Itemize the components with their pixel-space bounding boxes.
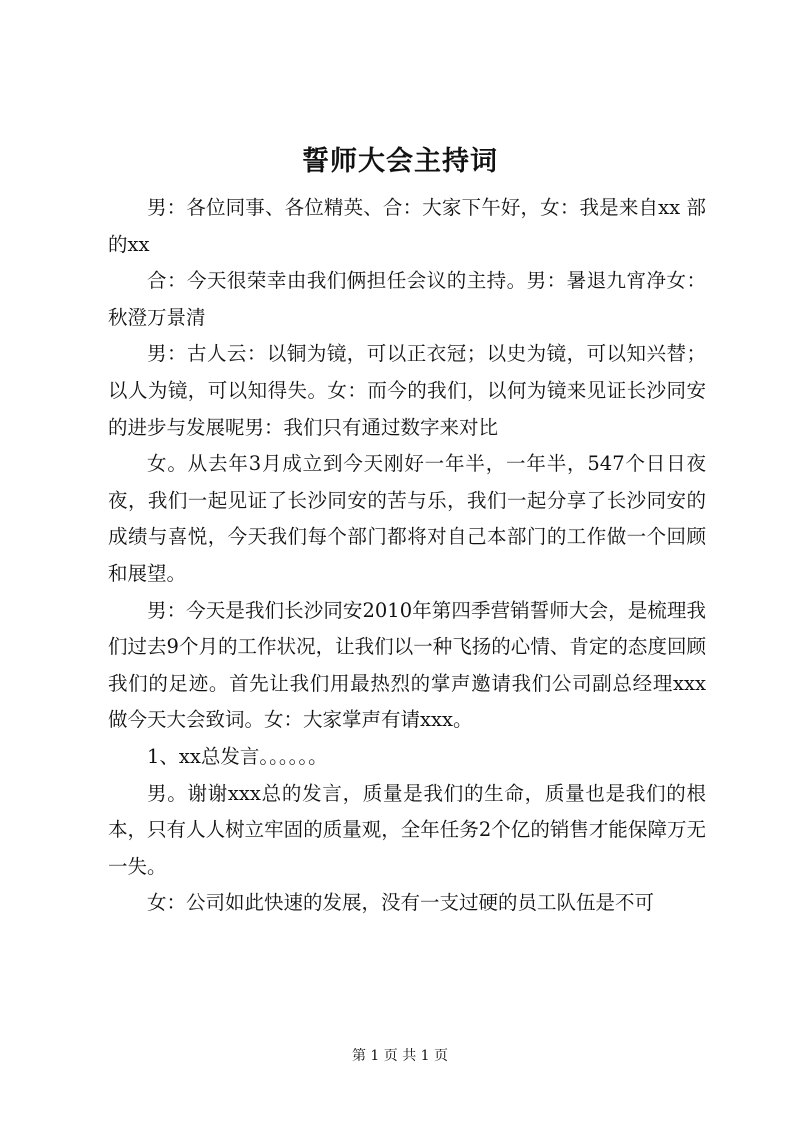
paragraph: 女。从去年3月成立到今天刚好一年半，一年半，547个日日夜夜，我们一起见证了长沙同安的苦与乐，我们一起分享了长沙同安的成绩与喜悦，今天我们每个部门都将对自己本部门的工作做一个回顾和展望。 xyxy=(108,452,706,585)
document-body xyxy=(108,190,706,922)
paragraph: 男：各位同事、各位精英、合：大家下午好，女：我是来自xx 部的xx xyxy=(108,196,706,256)
document-title: 誓师大会主持词 xyxy=(302,146,498,177)
paragraph: 1、xx总发言。。。。。。 xyxy=(147,744,328,768)
paragraph: 女：公司如此快速的发展，没有一支过硬的员工队伍是不可 xyxy=(147,891,655,915)
paragraph: 男。谢谢xxx总的发言，质量是我们的生命，质量也是我们的根本，只有人人树立牢固的质量观，全年任务2个亿的销售才能保障万无一失。 xyxy=(108,781,706,878)
page-footer: 第 1 页 共 1 页 xyxy=(351,1048,449,1064)
paragraph: 男：古人云：以铜为镜，可以正衣冠；以史为镜，可以知兴替；以人为镜，可以知得失。女：而今的我们，以何为镜来见证长沙同安的进步与发展呢男：我们只有通过数字来对比 xyxy=(108,342,706,439)
paragraph: 男：今天是我们长沙同安2010年第四季营销誓师大会，是梳理我们过去9个月的工作状况，让我们以一种飞扬的心情、肯定的态度回顾我们的足迹。首先让我们用最热烈的掌声邀请我们公司副总经理xxx做今天大会致词。女：大家掌声有请xxx。 xyxy=(108,598,706,732)
paragraph: 合：今天很荣幸由我们俩担任会议的主持。男：暑退九宵净女：秋澄万景清 xyxy=(108,269,706,329)
